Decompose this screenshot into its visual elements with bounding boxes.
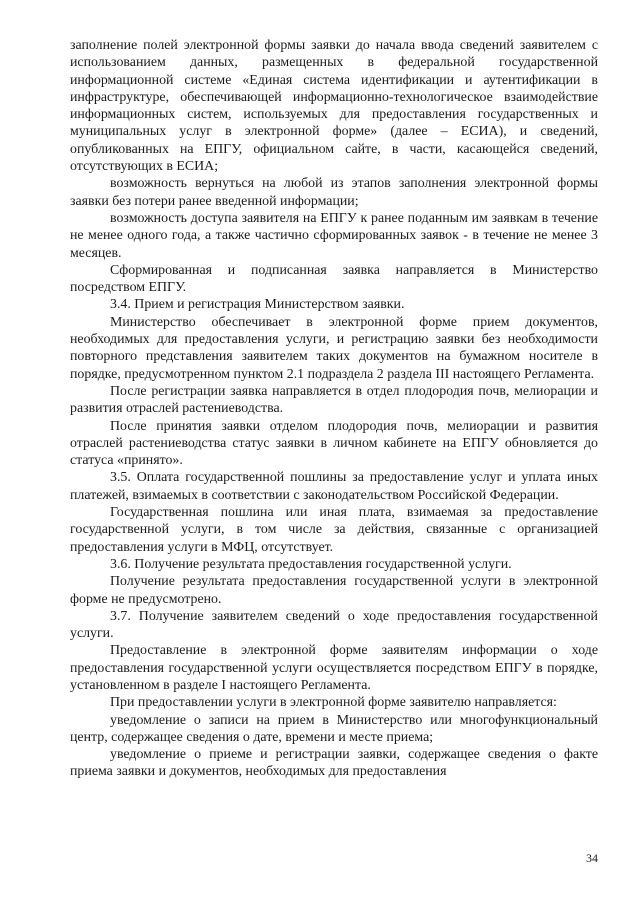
paragraph-submitted-application: Сформированная и подписанная заявка направляется в Министерство посредством ЕПГУ. xyxy=(70,262,598,296)
paragraph-after-registration: После регистрации заявка направляется в отдел плодородия почв, мелиорации и развития отраслей растениеводства. xyxy=(70,383,598,417)
paragraph-state-fee: Государственная пошлина или иная плата, взимаемая за предоставление государственной услуги, в том числе за действия, связанные с организацией предоставления услуги в МФЦ, отсутствует. xyxy=(70,505,598,555)
paragraph-registration-notice: уведомление о приеме и регистрации заявки, содержащее сведения о факте приема заявки и документов, необходимых для предоставления xyxy=(70,747,598,780)
section-heading-3-4: 3.4. Прием и регистрация Министерством заявки. xyxy=(110,297,405,313)
paragraph-progress-info: Предоставление в электронной форме заявителям информации о ходе предоставления государственной услуги осуществляется посредством ЕПГУ в порядке, установленном в разделе I настоящего Регламента. xyxy=(70,643,598,693)
paragraph-status-accepted: После принятия заявки отделом плодородия почв, мелиорации и развития отраслей растениеводства статус заявки в личном кабинете на ЕПГУ обновляется до статуса «принято». xyxy=(70,418,598,469)
paragraph-return-to-step: возможность вернуться на любой из этапов заполнения электронной формы заявки без потери ранее введенной информации; xyxy=(70,176,598,209)
document-body xyxy=(70,37,598,781)
paragraph-notifications-intro: При предоставлении услуги в электронной форме заявителю направляется: xyxy=(110,695,557,711)
section-heading-3-7: 3.7. Получение заявителем сведений о ходе предоставления государственной услуги. xyxy=(70,608,598,642)
section-heading-3-6: 3.6. Получение результата предоставления государственной услуги. xyxy=(110,556,512,572)
paragraph-appointment-notice: уведомление о записи на прием в Министерство или многофункциональный центр, содержащее сведения о дате, времени и месте приема; xyxy=(70,712,598,745)
page-number: 34 xyxy=(586,851,598,865)
paragraph-result-not-provided: Получение результата предоставления государственной услуги в электронной форме не предусмотрено. xyxy=(70,574,598,607)
paragraph-ministry-accepts: Министерство обеспечивает в электронной форме прием документов, необходимых для предоставления услуги, и регистрацию заявки без необходимости повторного представления заявителем таких документов на бумажном носителе в порядке, предусмотренном пунктом 2.1 подраздела 2 раздела III настоящего Регламента. xyxy=(70,314,598,382)
paragraph-access-to-applications: возможность доступа заявителя на ЕПГУ к ранее поданным им заявкам в течение не менее одного года, а также частично сформированных заявок - в течение не менее 3 месяцев. xyxy=(70,210,598,261)
paragraph-esia-fill: заполнение полей электронной формы заявки до начала ввода сведений заявителем с использованием данных, размещенных в федеральной государственной информационной системе «Единая система идентификации и аутентификации в инфраструктуре, обеспечивающей информационно-технологическое взаимодействие информационных систем, используемых для предоставления государственных и муниципальных услуг в электронной форме» (далее – ЕСИА), и сведений, опубликованных на ЕПГУ, официальном сайте, в части, касающейся сведений, отсутствующих в ЕСИА; xyxy=(70,38,598,175)
section-heading-3-5: 3.5. Оплата государственной пошлины за предоставление услуг и уплата иных платежей, взимаемых в соответствии с законодательством Российской Федерации. xyxy=(70,470,598,503)
